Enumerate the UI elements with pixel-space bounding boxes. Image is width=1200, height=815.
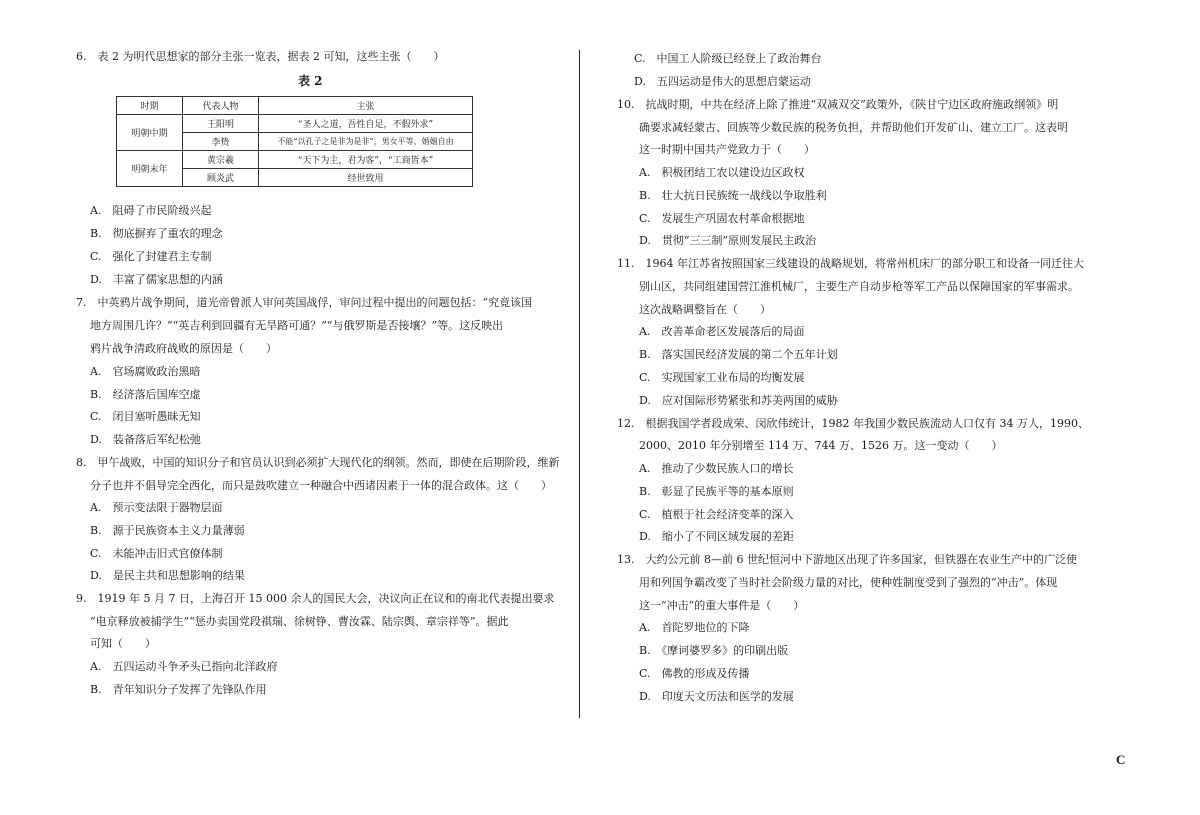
period-cell: 明朝中期 bbox=[117, 115, 183, 151]
table-header-cell: 主张 bbox=[259, 97, 473, 115]
q7-option-c[interactable]: C. 闭目塞听愚昧无知 bbox=[90, 410, 201, 423]
person-cell: 顾炎武 bbox=[183, 169, 259, 187]
q10-option-d[interactable]: D. 贯彻“三三制”原则发展民主政治 bbox=[639, 234, 817, 247]
table-row bbox=[117, 151, 473, 169]
q10-stem-line: 确要求减轻蒙古、回族等少数民族的税务负担，并帮助他们开发矿山、建立工厂。这表明 bbox=[639, 121, 1068, 134]
page-corner-mark: C bbox=[1116, 752, 1126, 767]
person-cell: 王阳明 bbox=[183, 115, 259, 133]
table-header-cell: 时期 bbox=[117, 97, 183, 115]
q13-stem-line: 这一“冲击”的重大事件是（ ） bbox=[639, 599, 805, 612]
q9-option-d[interactable]: D. 五四运动是伟大的思想启蒙运动 bbox=[634, 75, 811, 88]
q8-option-b[interactable]: B. 源于民族资本主义力量薄弱 bbox=[90, 524, 245, 537]
q7-option-d[interactable]: D. 装备落后军纪松弛 bbox=[90, 433, 201, 446]
q10-stem-line: 这一时期中国共产党致力于（ ） bbox=[639, 143, 815, 156]
table-header-cell: 代表人物 bbox=[183, 97, 259, 115]
q11-option-a[interactable]: A. 改善革命老区发展落后的局面 bbox=[639, 325, 805, 338]
table-row bbox=[117, 115, 473, 133]
q6-option-b[interactable]: B. 彻底摒弃了重农的理念 bbox=[90, 227, 223, 240]
q11-option-c[interactable]: C. 实现国家工业布局的均衡发展 bbox=[639, 371, 805, 384]
q9-stem-line: 9. 1919 年 5 月 7 日，上海召开 15 000 余人的国民大会，决议向正在议和的南北代表提出要求 bbox=[76, 592, 555, 605]
q7-option-b[interactable]: B. 经济落后国库空虚 bbox=[90, 388, 201, 401]
view-cell: “圣人之道，吾性自足，不假外求” bbox=[259, 115, 473, 133]
q13-option-d[interactable]: D. 印度天文历法和医学的发展 bbox=[639, 690, 794, 703]
table-2-title: 表 2 bbox=[298, 74, 323, 88]
q8-option-a[interactable]: A. 预示变法限于器物层面 bbox=[90, 501, 223, 514]
q12-option-c[interactable]: C. 植根于社会经济变革的深入 bbox=[639, 508, 794, 521]
q12-stem-line: 2000、2010 年分别增至 114 万、744 万、1526 万。这一变动（ ） bbox=[639, 439, 1003, 452]
q10-option-c[interactable]: C. 发展生产巩固农村革命根据地 bbox=[639, 212, 805, 225]
q12-option-b[interactable]: B. 彰显了民族平等的基本原则 bbox=[639, 485, 794, 498]
q6-stem: 6. 表 2 为明代思想家的部分主张一览表，据表 2 可知，这些主张（ ） bbox=[76, 50, 445, 63]
q6-option-d[interactable]: D. 丰富了儒家思想的内涵 bbox=[90, 273, 223, 286]
q7-stem-line: 地方周围几许？”“英吉利到回疆有无旱路可通？”“与俄罗斯是否接壤？”等。这反映出 bbox=[90, 319, 504, 332]
q8-stem-line: 分子也并不倡导完全西化，而只是鼓吹建立一种融合中西诸因素于一体的混合政体。这（ ） bbox=[90, 479, 552, 492]
q7-stem-line: 7. 中英鸦片战争期间，道光帝曾派人审问英国战俘，审问过程中提出的问题包括：“究竟该国 bbox=[76, 296, 533, 309]
period-cell: 明朝末年 bbox=[117, 151, 183, 187]
q13-stem-line: 用和列国争霸改变了当时社会阶级力量的对比，使种姓制度受到了强烈的“冲击”。体现 bbox=[639, 576, 1058, 589]
q12-option-d[interactable]: D. 缩小了不同区域发展的差距 bbox=[639, 530, 794, 543]
view-cell: 经世致用 bbox=[259, 169, 473, 187]
q6-option-c[interactable]: C. 强化了封建君主专制 bbox=[90, 250, 212, 263]
q9-option-b[interactable]: B. 青年知识分子发挥了先锋队作用 bbox=[90, 683, 267, 696]
person-cell: 李贽 bbox=[183, 133, 259, 151]
q13-option-a[interactable]: A. 首陀罗地位的下降 bbox=[639, 621, 750, 634]
q7-stem-line: 鸦片战争清政府战败的原因是（ ） bbox=[90, 342, 277, 355]
q7-option-a[interactable]: A. 官场腐败政治黑暗 bbox=[90, 365, 201, 378]
q10-stem-line: 10. 抗战时期，中共在经济上除了推进“双减双交”政策外，《陕甘宁边区政府施政纲领》明 bbox=[617, 98, 1059, 111]
q6-option-a[interactable]: A. 阻碍了市民阶级兴起 bbox=[90, 204, 212, 217]
q9-stem-line: 可知（ ） bbox=[90, 637, 156, 650]
q13-stem-line: 13. 大约公元前 8—前 6 世纪恒河中下游地区出现了许多国家，但铁器在农业生产中的广泛使 bbox=[617, 553, 1077, 566]
q11-option-d[interactable]: D. 应对国际形势紧张和苏美两国的威胁 bbox=[639, 394, 838, 407]
q8-option-c[interactable]: C. 未能冲击旧式官僚体制 bbox=[90, 547, 223, 560]
q13-option-b[interactable]: B. 《摩诃婆罗多》的印刷出版 bbox=[639, 644, 789, 657]
q11-stem-line: 这次战略调整旨在（ ） bbox=[639, 303, 771, 316]
q11-stem-line: 11. 1964 年江苏省按照国家三线建设的战略规划，将常州机床厂的部分职工和设备一同迁往大 bbox=[617, 257, 1084, 270]
q13-option-c[interactable]: C. 佛教的形成及传播 bbox=[639, 667, 750, 680]
column-divider bbox=[579, 50, 580, 718]
q8-stem-line: 8. 甲午战败，中国的知识分子和官员认识到必须扩大现代化的纲领。然而，即使在后期阶段，维新 bbox=[76, 456, 560, 469]
view-cell: 不能“以孔子之是非为是非”，男女平等，婚姻自由 bbox=[259, 133, 473, 151]
person-cell: 黄宗羲 bbox=[183, 151, 259, 169]
q12-stem-line: 12. 根据我国学者段成荣、闵欣伟统计，1982 年我国少数民族流动人口仅有 34 万人，1990、 bbox=[617, 417, 1089, 430]
q8-option-d[interactable]: D. 是民主共和思想影响的结果 bbox=[90, 569, 245, 582]
q9-option-c[interactable]: C. 中国工人阶级已经登上了政治舞台 bbox=[634, 52, 822, 65]
q10-option-a[interactable]: A. 积极团结工农以建设边区政权 bbox=[639, 166, 805, 179]
q10-option-b[interactable]: B. 壮大抗日民族统一战线以争取胜利 bbox=[639, 189, 827, 202]
table-header-row bbox=[117, 97, 473, 115]
table-2 bbox=[116, 96, 473, 187]
q12-option-a[interactable]: A. 推动了少数民族人口的增长 bbox=[639, 462, 794, 475]
q9-stem-line: “电京释放被捕学生”“惩办卖国党段祺瑞、徐树铮、曹汝霖、陆宗舆、章宗祥等”。据此 bbox=[90, 615, 509, 628]
view-cell: “天下为主，君为客”，“工商皆本” bbox=[259, 151, 473, 169]
q9-option-a[interactable]: A. 五四运动斗争矛头已指向北洋政府 bbox=[90, 660, 278, 673]
q11-stem-line: 别山区，共同组建国营江淮机械厂，主要生产自动步枪等军工产品以保障国家的军事需求。 bbox=[639, 280, 1079, 293]
q11-option-b[interactable]: B. 落实国民经济发展的第二个五年计划 bbox=[639, 348, 838, 361]
